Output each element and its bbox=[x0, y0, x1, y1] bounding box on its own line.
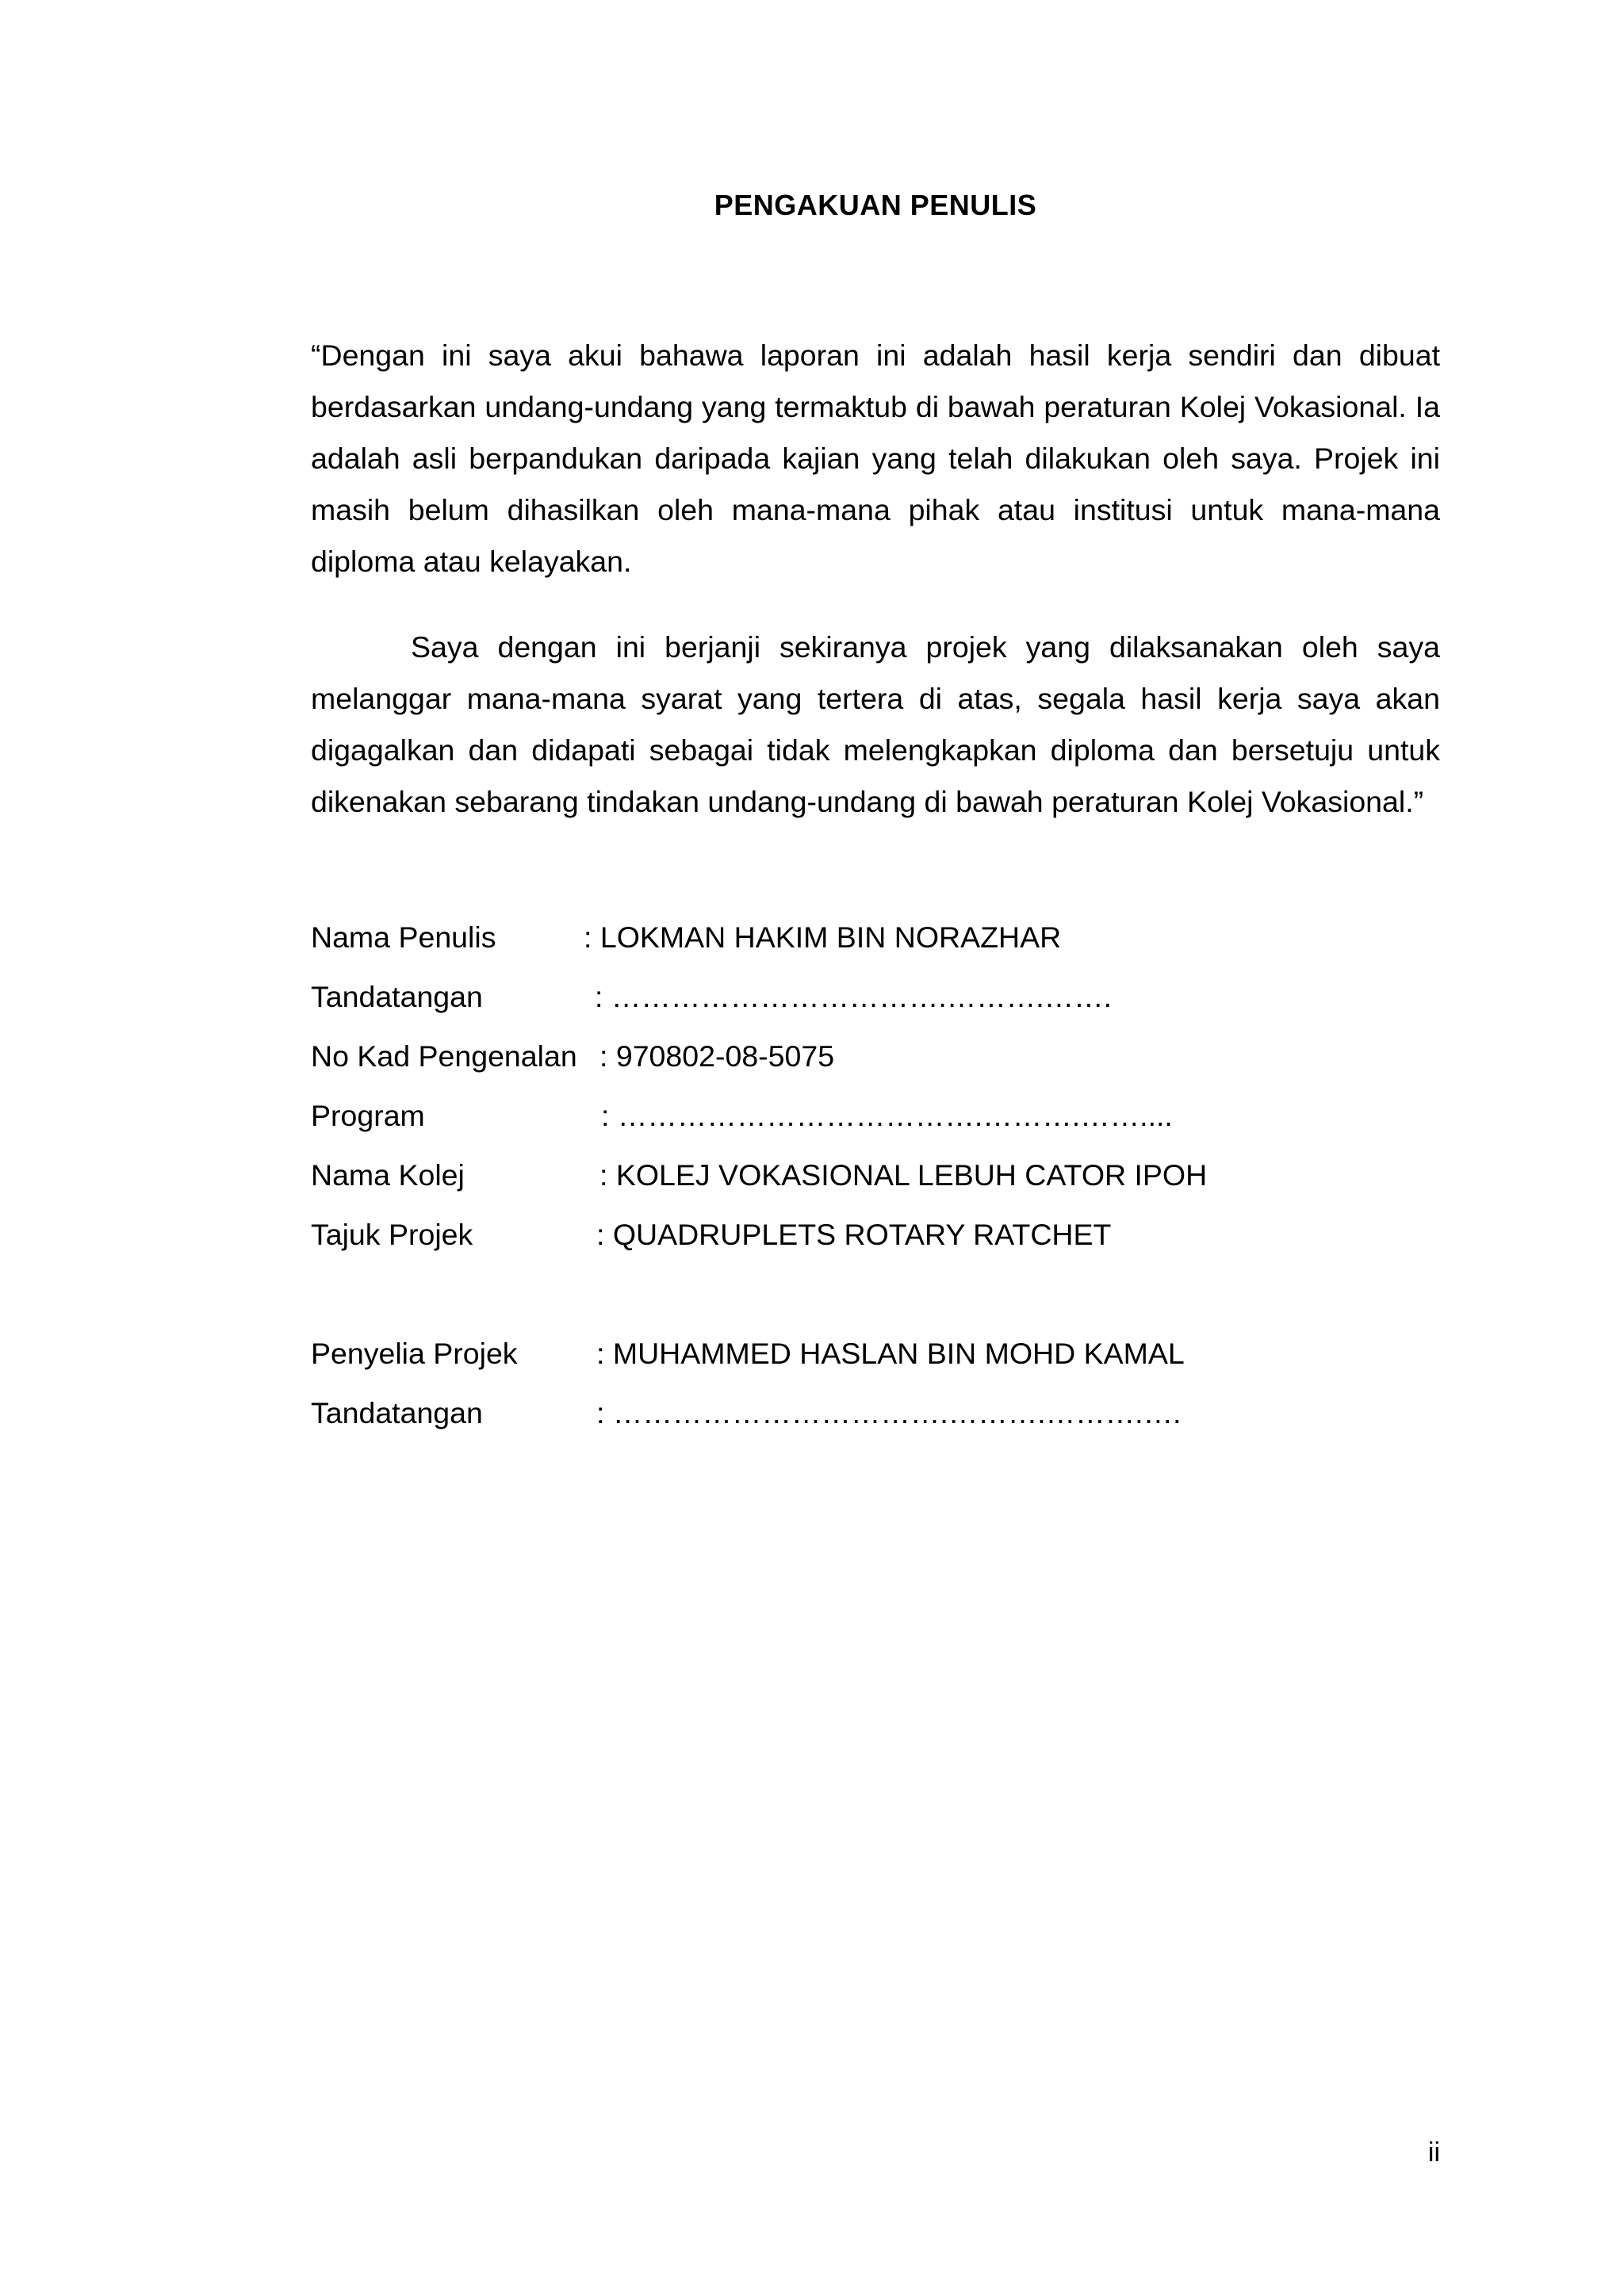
field-value: : LOKMAN HAKIM BIN NORAZHAR bbox=[584, 920, 1062, 954]
field-value: : 970802-08-5075 bbox=[599, 1039, 835, 1073]
field-value: : KOLEJ VOKASIONAL LEBUH CATOR IPOH bbox=[599, 1158, 1208, 1192]
page-title: PENGAKUAN PENULIS bbox=[714, 189, 1037, 221]
field-label: Nama Penulis bbox=[311, 920, 496, 954]
declaration-paragraph-1: “Dengan ini saya akui bahawa laporan ini adalah hasil kerja sendiri dan dibuat berdasarkan undang-undang yang termaktub di bawah peraturan Kolej Vokasional. Ia adalah asli berpandukan daripada kajian yang telah dilakukan oleh saya. Projek ini masih belum dihasilkan oleh mana-mana pihak atau institusi untuk mana-mana diploma atau kelayakan. bbox=[311, 339, 1440, 578]
field-label: No Kad Pengenalan bbox=[311, 1039, 577, 1073]
field-value: : QUADRUPLETS ROTARY RATCHET bbox=[596, 1218, 1112, 1251]
field-label: Nama Kolej bbox=[311, 1158, 465, 1192]
field-label: Tandatangan bbox=[311, 980, 483, 1013]
field-label: Penyelia Projek bbox=[311, 1337, 518, 1370]
field-label: Program bbox=[311, 1099, 425, 1132]
declaration-paragraph-2: Saya dengan ini berjanji sekiranya projek yang dilaksanakan oleh saya melanggar mana-mana syarat yang tertera di atas, segala hasil kerja saya akan digagalkan dan didapati sebagai tidak melengkapkan diploma dan bersetuju untuk dikenakan sebarang tindakan undang-undang di bawah peraturan Kolej Vokasional.” bbox=[311, 630, 1440, 818]
field-value: : MUHAMMED HASLAN BIN MOHD KAMAL bbox=[596, 1337, 1185, 1370]
field-value: : …………………………….……….……….…. bbox=[596, 1396, 1182, 1429]
field-value: : ……………………………….……….…….... bbox=[601, 1099, 1173, 1132]
page-number: ii bbox=[1427, 2137, 1440, 2168]
field-label: Tajuk Projek bbox=[311, 1218, 473, 1251]
field-value: : …………………………….……….……. bbox=[595, 980, 1113, 1013]
field-label: Tandatangan bbox=[311, 1396, 483, 1429]
